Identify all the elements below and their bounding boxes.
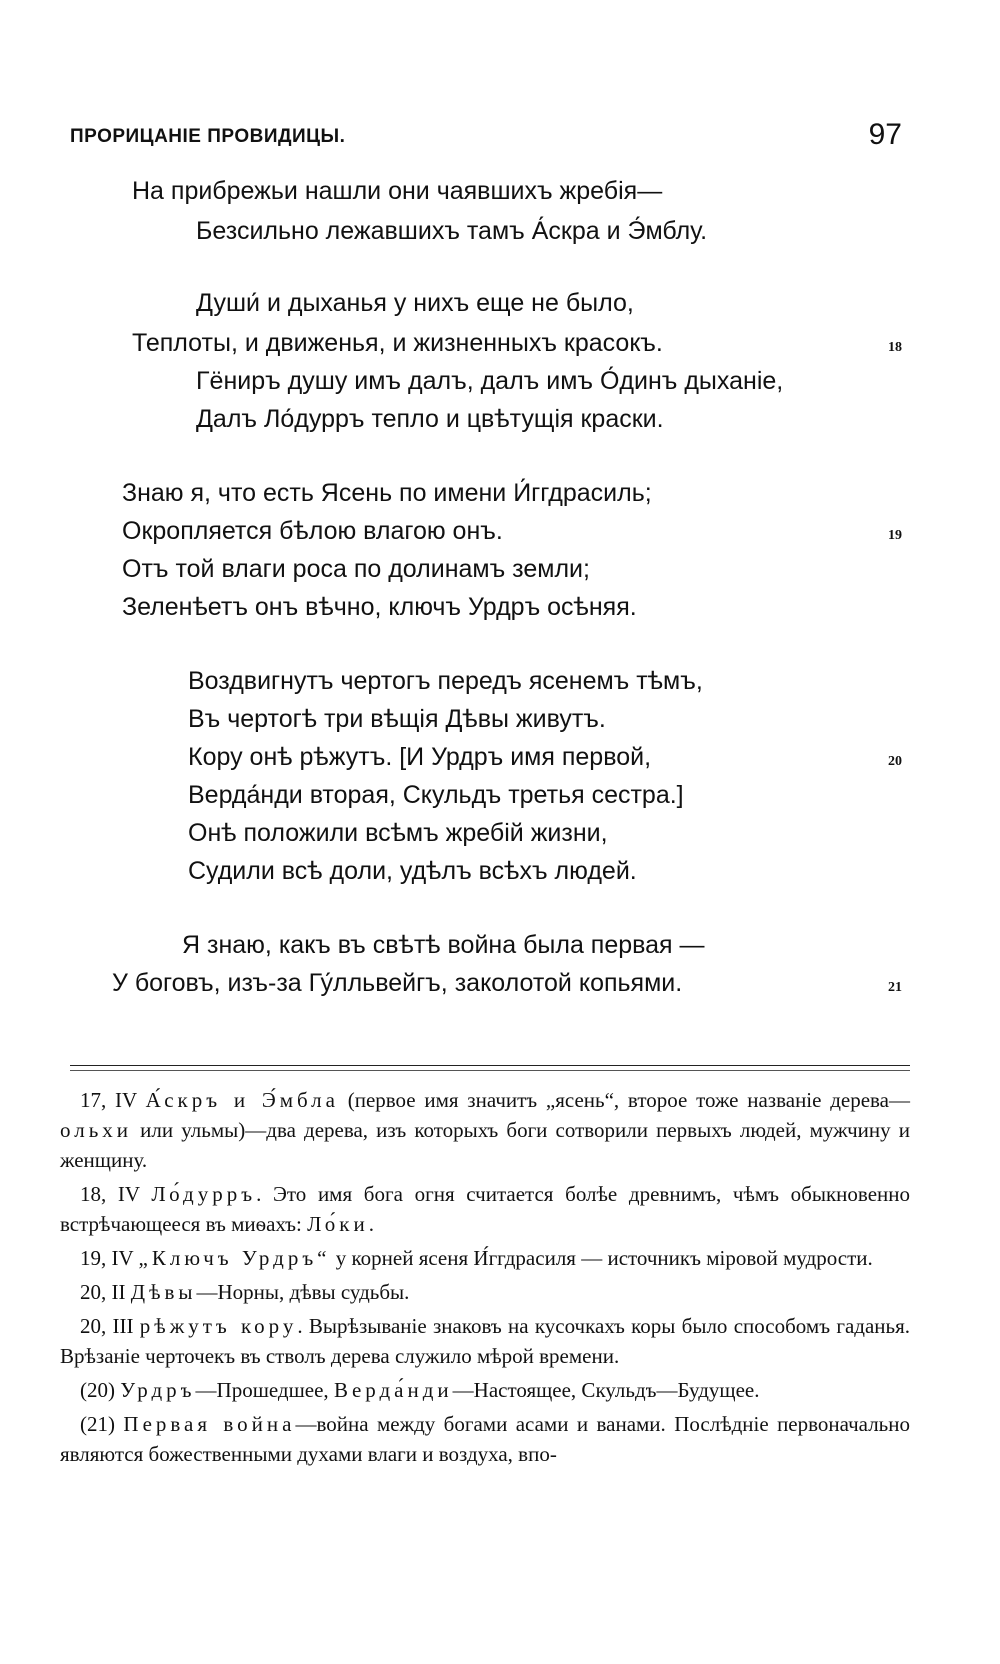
footnote-text: . Это имя бога огня считается болѣе древнимъ, чѣмъ обыкновенно встрѣчающееся въ миѳахъ:	[60, 1182, 911, 1236]
verse-line: Окропляется бѣлою влагою онъ.	[122, 517, 503, 545]
footnote-term: Ло́дурръ	[151, 1182, 257, 1206]
stanza-number: 18	[888, 340, 902, 355]
footnote-term: Первая война	[123, 1412, 296, 1436]
verse-line: У боговъ, изъ-за Гу́лльвейгъ, заколотой копьями.	[112, 969, 683, 997]
verse-line: Теплоты, и движенья, и жизненныхъ красокъ.	[132, 329, 663, 357]
footnote-text: —Прошедшее,	[195, 1378, 334, 1402]
footnote-term: Дѣвы	[130, 1280, 197, 1304]
footnote-text: . Вырѣзываніе знаковъ на кусочкахъ коры было способомъ гаданья. Врѣзаніе черточекъ въ стволъ дерева служило мѣрой времени.	[60, 1314, 910, 1368]
footnote-rule	[70, 1070, 910, 1071]
footnote-term: рѣжутъ кору	[139, 1314, 298, 1338]
footnote-term: Урдръ	[120, 1378, 196, 1402]
stanza-number: 21	[888, 980, 902, 995]
footnote-label: 17, IV	[80, 1088, 137, 1112]
stanza-number: 20	[888, 754, 902, 769]
page-number: 97	[868, 118, 902, 151]
footnote-label: 19, IV	[80, 1246, 134, 1270]
footnote-label: (21)	[80, 1412, 115, 1436]
footnote-term: А́скръ и Э́мбла	[145, 1088, 339, 1112]
verse-line: Воздвигнутъ чертогъ передъ ясенемъ тѣмъ,	[188, 667, 703, 695]
verse-line: Отъ той влаги роса по долинамъ земли;	[122, 555, 590, 583]
verse-line: Онѣ положили всѣмъ жребій жизни,	[188, 819, 608, 847]
verse-line: Зеленѣетъ онъ вѣчно, ключъ Урдръ осѣняя.	[122, 593, 637, 621]
footnote	[60, 1277, 910, 1307]
verse-line: Верда́нди вторая, Скульдъ третья сестра.]	[188, 781, 684, 809]
verse-line: Въ чертогѣ три вѣщія Дѣвы живутъ.	[188, 705, 606, 733]
verse-line: Я знаю, какъ въ свѣтѣ война была первая —	[182, 931, 705, 959]
footnote-text: .	[368, 1212, 374, 1236]
footnote-text: (первое имя значитъ „ясень“, второе тоже названіе дерева—	[338, 1088, 911, 1112]
footnote-text: —Норны, дѣвы судьбы.	[196, 1280, 410, 1304]
footnote-term: ольхи	[60, 1118, 133, 1142]
footnote-text: у корней ясеня И́ггдрасиля — источникъ міровой мудрости.	[330, 1246, 873, 1270]
footnote-term: „Ключъ Урдръ“	[138, 1246, 331, 1270]
footnote-label: 18, IV	[80, 1182, 140, 1206]
stanza-number: 19	[888, 528, 902, 543]
footnote-text: —война между богами асами и ванами. Послѣдніе первоначально являются божественными духами влаги и воздуха, впо-	[60, 1412, 910, 1466]
footnote-label: 20, II	[80, 1280, 126, 1304]
verse-line: На прибрежьи нашли они чаявшихъ жребія—	[132, 177, 663, 205]
footnote	[60, 1375, 910, 1405]
footnotes	[60, 1085, 910, 1473]
footnote	[60, 1243, 910, 1273]
verse-line: Судили всѣ доли, удѣлъ всѣхъ людей.	[188, 857, 637, 885]
footnote-text: —Настоящее, Скульдъ—Будущее.	[452, 1378, 760, 1402]
verse-line: Кору онѣ рѣжутъ. [И Урдръ имя первой,	[188, 743, 652, 771]
footnote	[60, 1311, 910, 1371]
running-title: ПРОРИЦАНІЕ ПРОВИДИЦЫ.	[70, 126, 346, 147]
verse-line: Далъ Ло́дурръ тепло и цвѣтущія краски.	[196, 405, 664, 433]
footnote-term: Ло́ки	[307, 1212, 369, 1236]
footnote	[60, 1179, 910, 1239]
footnote-label: 20, III	[80, 1314, 134, 1338]
footnote	[60, 1409, 910, 1469]
verse-line: Знаю я, что есть Ясень по имени И́ггдрасиль;	[122, 479, 652, 507]
footnote-rule	[70, 1065, 910, 1066]
footnote	[60, 1085, 910, 1175]
footnote-text: или ульмы)—два дерева, изъ которыхъ боги сотворили первыхъ людей, мужчину и женщину.	[60, 1118, 910, 1172]
verse-line: Гёниръ душу имъ далъ, далъ имъ О́динъ дыханіе,	[196, 367, 784, 395]
footnote-term: Верда́нди	[333, 1378, 453, 1402]
footnote-label: (20)	[80, 1378, 115, 1402]
verse-line: Души́ и дыханья у нихъ еще не было,	[196, 289, 634, 317]
verse-line: Безсильно лежавшихъ тамъ А́скра и Э́мблу.	[196, 217, 708, 245]
